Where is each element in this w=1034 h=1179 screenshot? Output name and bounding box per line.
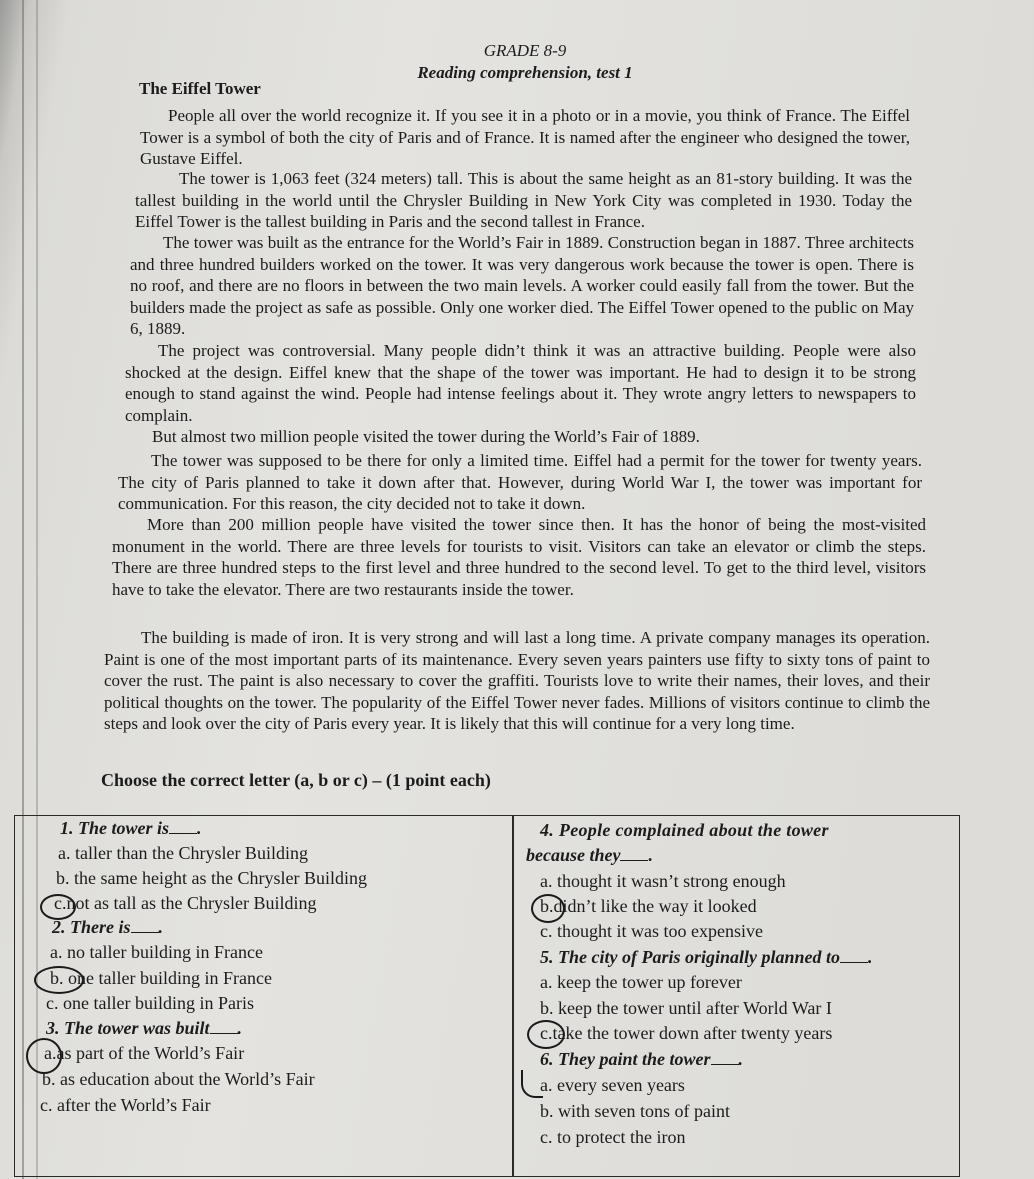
q2-option-c[interactable]: c. one taller building in Paris — [46, 993, 254, 1013]
q5-option-c[interactable]: c.take the tower down after twenty years — [540, 1023, 833, 1043]
paragraph-3: The tower was built as the entrance for the World’s Fair in 1889. Construction began in 1887. Three architects and three hundred builders worked on the tower. It was very dangerous work because the tower is open. There is no roof, and there are no floors in between the two main levels. A worker could easily fall from the tower. But the builders made the project as safe as possible. Only one worker died. The Eiffel Tower opened to the public on May 6, 1889. — [130, 233, 914, 339]
question-2: 2. There is . — [52, 917, 163, 937]
q1-option-b[interactable]: b. the same height as the Chrysler Building — [56, 868, 367, 888]
q6-option-a[interactable]: a. every seven years — [540, 1075, 685, 1095]
answer-circle-mark — [527, 1020, 565, 1049]
q3-option-a[interactable]: a.as part of the World’s Fair — [44, 1043, 245, 1063]
grade-heading: GRADE 8-9 — [483, 41, 567, 60]
q1-option-c[interactable]: c.not as tall as the Chrysler Building — [54, 893, 317, 913]
answer-circle-mark — [521, 1070, 543, 1098]
q5-option-a[interactable]: a. keep the tower up forever — [540, 972, 742, 992]
paragraph-8: The building is made of iron. It is very strong and will last a long time. A private company manages its operation. Paint is one of the most important parts of its maintenance. Every seven years painters use fifty to sixty tons of paint to cover the rust. The paint is also necessary to cover the graffiti. Tourists love to write their names, their loves, and their political thoughts on the tower. The popularity of the Eiffel Tower never fades. Millions of visitors continue to climb the steps and look over the city of Paris every year. It is likely that this will continue for a very long time. — [104, 628, 930, 734]
question-4: 4. People complained about the tower — [540, 820, 829, 840]
q6-option-b[interactable]: b. with seven tons of paint — [540, 1101, 730, 1121]
q5-option-b[interactable]: b. keep the tower until after World War I — [540, 998, 832, 1018]
question-5: 5. The city of Paris originally planned to . — [540, 947, 873, 967]
answer-circle-mark — [531, 894, 565, 923]
q4-option-a[interactable]: a. thought it wasn’t strong enough — [540, 871, 786, 891]
answer-circle-mark — [34, 966, 84, 994]
q2-option-a[interactable]: a. no taller building in France — [50, 942, 263, 962]
instructions: Choose the correct letter (a, b or c) – (1 point each) — [101, 770, 491, 790]
q3-option-b[interactable]: b. as education about the World’s Fair — [42, 1069, 315, 1089]
answer-blank[interactable] — [711, 1050, 739, 1065]
answer-blank[interactable] — [169, 819, 197, 834]
table-divider — [512, 815, 514, 1177]
question-1: 1. The tower is . — [60, 818, 202, 838]
paragraph-1: People all over the world recognize it. If you see it in a photo or in a movie, you think of France. The Eiffel Tower is a symbol of both the city of Paris and of France. It is named after the engineer who designed the tower, Gustave Eiffel. — [140, 106, 910, 169]
paragraph-5: But almost two million people visited the tower during the World’s Fair of 1889. — [152, 427, 700, 446]
question-4-continued: because they . — [526, 845, 653, 865]
q1-option-a[interactable]: a. taller than the Chrysler Building — [58, 843, 308, 863]
q4-option-c[interactable]: c. thought it was too expensive — [540, 921, 763, 941]
paragraph-6: The tower was supposed to be there for only a limited time. Eiffel had a permit for the tower for twenty years. The city of Paris planned to take it down after that. However, during World War I, the tower was important for communication. For this reason, the city decided not to take it down. — [118, 451, 922, 514]
q4-option-b[interactable]: b.didn’t like the way it looked — [540, 896, 757, 916]
answer-blank[interactable] — [131, 918, 159, 933]
test-subtitle: Reading comprehension, test 1 — [417, 63, 633, 82]
paragraph-7: More than 200 million people have visited the tower since then. It has the honor of being the most-visited monument in the world. There are three levels for tourists to visit. Visitors can take an elevator or climb the steps. There are three hundred steps to the first level and three hundred to the second level. To get to the third level, visitors have to take the elevator. There are two restaurants inside the tower. — [112, 515, 926, 599]
paragraph-2: The tower is 1,063 feet (324 meters) tall. This is about the same height as an 81-story building. It was the tallest building in the world until the Chrysler Building in New York City was completed in 1930. Today the Eiffel Tower is the tallest building in Paris and the second tallest in France. — [135, 169, 912, 232]
q6-option-c[interactable]: c. to protect the iron — [540, 1127, 686, 1147]
q3-option-c[interactable]: c. after the World’s Fair — [40, 1095, 211, 1115]
paragraph-4: The project was controversial. Many people didn’t think it was an attractive building. People were also shocked at the design. Eiffel knew that the shape of the tower was important. He had to design it to be strong enough to stand against the wind. People had intense feelings about it. They wrote angry letters to newspapers to complain. — [125, 341, 916, 425]
question-3: 3. The tower was built . — [46, 1018, 243, 1038]
passage-title: The Eiffel Tower — [139, 79, 261, 98]
question-6: 6. They paint the tower . — [540, 1049, 743, 1069]
answer-blank[interactable] — [620, 846, 648, 861]
answer-blank[interactable] — [210, 1019, 238, 1034]
answer-blank[interactable] — [840, 948, 868, 963]
q2-option-b[interactable]: b. one taller building in France — [50, 968, 272, 988]
